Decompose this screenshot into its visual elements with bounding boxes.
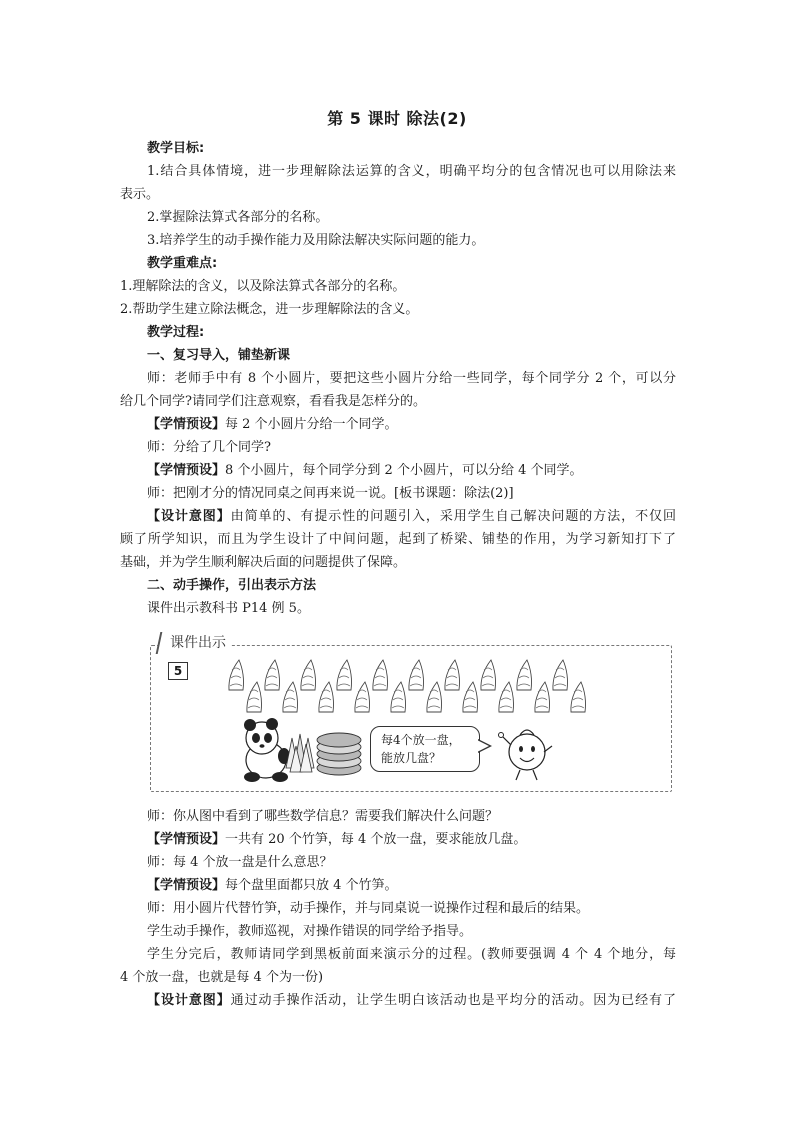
teacher-line-2: 师：分给了几个同学? <box>147 440 271 455</box>
teacher-line-5: 师：每 4 个放一盘是什么意思？ <box>147 855 333 870</box>
teacher-line-6: 师：用小圆片代替竹笋，动手操作，并与同桌说一说操作过程和最后的结果。 <box>147 901 590 916</box>
courseware-line: 课件出示教科书 P14 例 5。 <box>147 601 310 616</box>
teaching-goals-heading: 教学目标: <box>147 141 205 156</box>
design-intent-1b: 顾了所学知识，而且为学生设计了中间问题，起到了桥梁、铺垫的作用，为学习新知打下了 <box>120 532 676 547</box>
bamboo-shoot-icon <box>553 660 568 690</box>
teacher-line-3: 师：把刚才分的情况同桌之间再来说一说。[板书课题：除法(2)] <box>147 486 514 501</box>
plate-icon <box>317 733 361 747</box>
section-2-heading: 二、动手操作，引出表示方法 <box>147 578 317 593</box>
bamboo-shoot-icon <box>283 682 298 712</box>
goal-3: 3.培养学生的动手操作能力及用除法解决实际问题的能力。 <box>147 233 485 248</box>
teacher-line-4: 师：你从图中看到了哪些数学信息？需要我们解决什么问题？ <box>147 809 499 824</box>
bamboo-shoot-icon <box>445 660 460 690</box>
bamboo-shoot-icon <box>499 682 514 712</box>
prediction-text: 一共有 20 个竹笋，每 4 个放一盘，要求能放几盘。 <box>225 832 527 847</box>
student-line-1: 学生动手操作，教师巡视，对操作错误的同学给予指导。 <box>147 924 473 939</box>
panda-icon <box>244 718 290 782</box>
bamboo-pile-icon <box>286 734 314 772</box>
bamboo-shoot-icon <box>535 682 550 712</box>
bubble-line-1: 每4个放一盘， <box>381 733 461 747</box>
bamboo-shoot-icon <box>571 682 586 712</box>
prediction-3 <box>147 831 676 849</box>
plate-stack-icon <box>317 733 361 775</box>
key-points-heading: 教学重难点: <box>147 256 218 271</box>
section-1-heading: 一、复习导入，铺垫新课 <box>147 348 291 363</box>
goal-1-line-2: 表示。 <box>120 187 160 202</box>
example-number: 5 <box>168 662 188 680</box>
design-text: 由简单的、有提示性的问题引入，采用学生自己解决问题的方法，不仅回 <box>230 509 676 524</box>
design-tag: 【设计意图】 <box>147 509 231 524</box>
goal-2: 2.掌握除法算式各部分的名称。 <box>147 210 329 225</box>
prediction-4 <box>147 877 676 895</box>
bubble-line-2: 能放几盘？ <box>381 751 442 765</box>
teacher-line-1b: 给几个同学?请同学们注意观察，看看我是怎样分的。 <box>120 394 426 409</box>
bamboo-shoot-icon <box>391 682 406 712</box>
student-line-2a: 学生分完后，教师请同学到黑板前面来演示分的过程。(教师要强调 4 个 4 个地分，每 <box>147 947 676 962</box>
bamboo-shoot-icon <box>427 682 442 712</box>
teacher-line-1a: 师：老师手中有 8 个小圆片，要把这些小圆片分给一些同学，每个同学分 2 个，可以分 <box>147 371 676 386</box>
goal-1-line-1: 1.结合具体情境，进一步理解除法运算的含义，明确平均分的包含情况也可以用除法来 <box>147 164 676 179</box>
bamboo-shoot-icon <box>463 682 478 712</box>
student-line-2b: 4 个放一盘，也就是每 4 个为一份) <box>120 970 324 985</box>
courseware-label: 课件出示 <box>156 632 235 654</box>
prediction-tag: 【学情预设】 <box>147 832 226 847</box>
design-intent-1c: 基础，并为学生顺利解决后面的问题提供了保障。 <box>120 555 407 570</box>
speech-bubble-tail-inner <box>477 740 489 752</box>
bamboo-shoot-icon <box>265 660 280 690</box>
orange-mascot-icon <box>499 730 553 780</box>
bamboo-shoot-icon <box>355 682 370 712</box>
prediction-tag: 【学情预设】 <box>147 463 226 478</box>
prediction-text: 每个盘里面都只放 4 个竹笋。 <box>225 878 398 893</box>
key-point-2: 2.帮助学生建立除法概念，进一步理解除法的含义。 <box>120 302 419 317</box>
prediction-text: 每 2 个小圆片分给一个同学。 <box>225 417 398 432</box>
prediction-text: 8 个小圆片，每个同学分到 2 个小圆片，可以分给 4 个同学。 <box>225 463 583 478</box>
design-tag: 【设计意图】 <box>147 993 231 1008</box>
design-text: 通过动手操作活动，让学生明白该活动也是平均分的活动。因为已经有了 <box>230 993 676 1008</box>
bamboo-shoots <box>229 660 586 712</box>
prediction-tag: 【学情预设】 <box>147 878 226 893</box>
process-heading: 教学过程: <box>147 325 205 340</box>
speech-bubble <box>370 726 480 772</box>
bamboo-shoot-icon <box>517 660 532 690</box>
bamboo-shoot-icon <box>373 660 388 690</box>
prediction-tag: 【学情预设】 <box>147 417 226 432</box>
lesson-title: 第 5 课时 除法(2) <box>327 109 467 128</box>
design-intent-2 <box>147 992 676 1010</box>
bamboo-shoot-icon <box>301 660 316 690</box>
key-point-1: 1.理解除法的含义，以及除法算式各部分的名称。 <box>120 279 406 294</box>
bamboo-shoot-icon <box>409 660 424 690</box>
bamboo-shoot-icon <box>229 660 244 690</box>
bamboo-shoot-icon <box>247 682 262 712</box>
bamboo-shoot-icon <box>337 660 352 690</box>
bamboo-shoot-icon <box>319 682 334 712</box>
bamboo-shoot-icon <box>481 660 496 690</box>
